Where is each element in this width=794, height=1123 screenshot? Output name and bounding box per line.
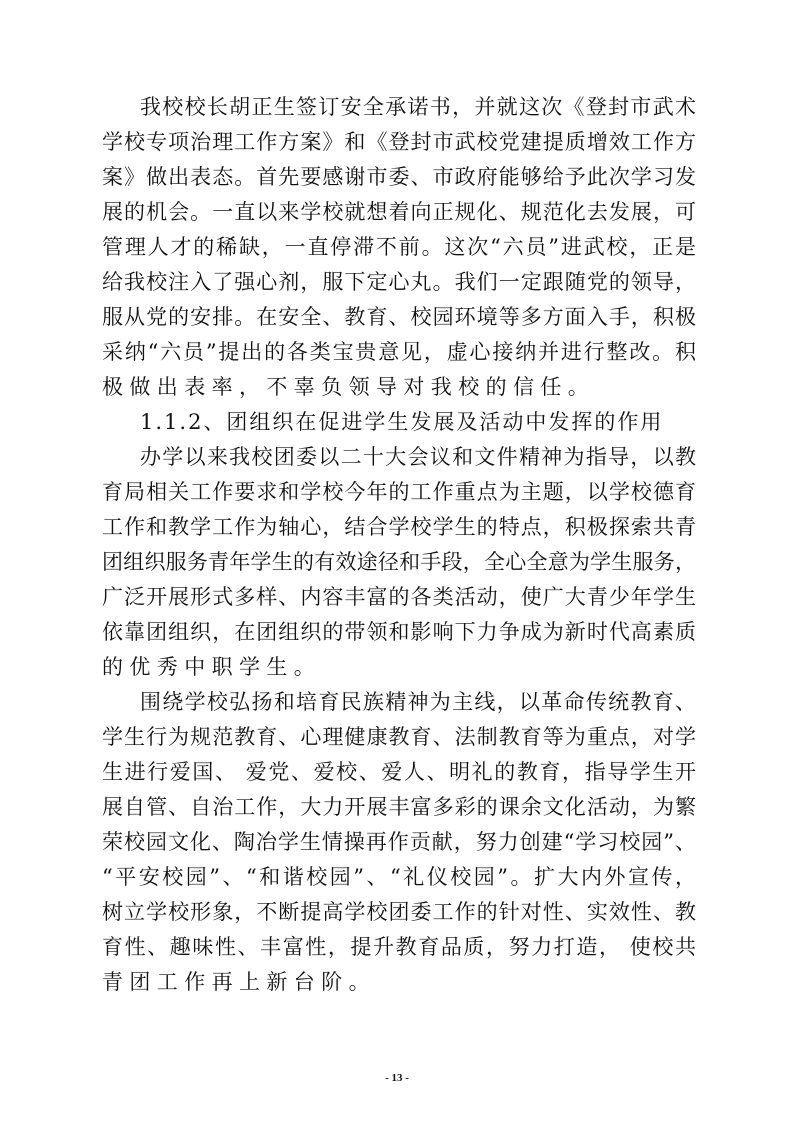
text-line: 荣校园文化、陶冶学生情操再作贡献，努力创建“学习校园”、	[102, 830, 696, 854]
section-heading: 1.1.2、团组织在促进学生发展及活动中发挥的作用	[140, 410, 664, 434]
text-line: 学校专项治理工作方案》和《登封市武校党建提质增效工作方	[102, 130, 696, 154]
text-line: 育局相关工作要求和学校今年的工作重点为主题，以学校德育	[102, 480, 696, 504]
text-line: 学生行为规范教育、心理健康教育、法制教育等为重点，对学	[102, 725, 696, 749]
page-number: - 13 -	[385, 1072, 409, 1084]
document-body	[102, 90, 696, 1000]
text-line: 办学以来我校团委以二十大会议和文件精神为指导，以教	[140, 445, 696, 469]
text-line: 采纳“六员”提出的各类宝贵意见，虚心接纳并进行整改。积	[102, 340, 696, 364]
text-line: 展的机会。一直以来学校就想着向正规化、规范化去发展，可	[102, 200, 696, 224]
paragraph-national-spirit	[102, 685, 696, 1000]
text-line: 团组织服务青年学生的有效途径和手段，全心全意为学生服务，	[102, 550, 696, 574]
text-line: 服从党的安排。在安全、教育、校园环境等多方面入手，积极	[102, 305, 696, 329]
text-line: 案》做出表态。首先要感谢市委、市政府能够给予此次学习发	[102, 165, 696, 189]
text-line: 工作和教学工作为轴心，结合学校学生的特点，积极探索共青	[102, 515, 696, 539]
text-line: 管理人才的稀缺，一直停滞不前。这次“六员”进武校，正是	[102, 235, 696, 259]
text-line: 青团工作再上新台阶。	[102, 970, 376, 994]
text-line: 展自管、自治工作，大力开展丰富多彩的课余文化活动，为繁	[102, 795, 696, 819]
text-line: 的优秀中职学生。	[102, 655, 322, 679]
text-line: 依靠团组织，在团组织的带领和影响下力争成为新时代高素质	[102, 620, 696, 644]
text-line: 生进行爱国、 爱党、爱校、爱人、明礼的教育，指导学生开	[102, 760, 696, 784]
text-line: 给我校注入了强心剂，服下定心丸。我们一定跟随党的领导，	[102, 270, 696, 294]
paragraph-commitment	[102, 90, 696, 405]
text-line: 围绕学校弘扬和培育民族精神为主线，以革命传统教育、	[140, 690, 696, 714]
paragraph-youth-league	[102, 440, 696, 685]
text-line: “平安校园”、“和谐校园”、“礼仪校园”。扩大内外宣传，	[102, 865, 696, 889]
text-line: 育性、趣味性、丰富性，提升教育品质，努力打造， 使校共	[102, 935, 696, 959]
text-line: 广泛开展形式多样、内容丰富的各类活动，使广大青少年学生	[102, 585, 696, 609]
text-line: 树立学校形象，不断提高学校团委工作的针对性、实效性、教	[102, 900, 696, 924]
text-line: 我校校长胡正生签订安全承诺书，并就这次《登封市武术	[140, 95, 696, 119]
text-line: 极做出表率，不辜负领导对我校的信任。	[102, 375, 596, 399]
